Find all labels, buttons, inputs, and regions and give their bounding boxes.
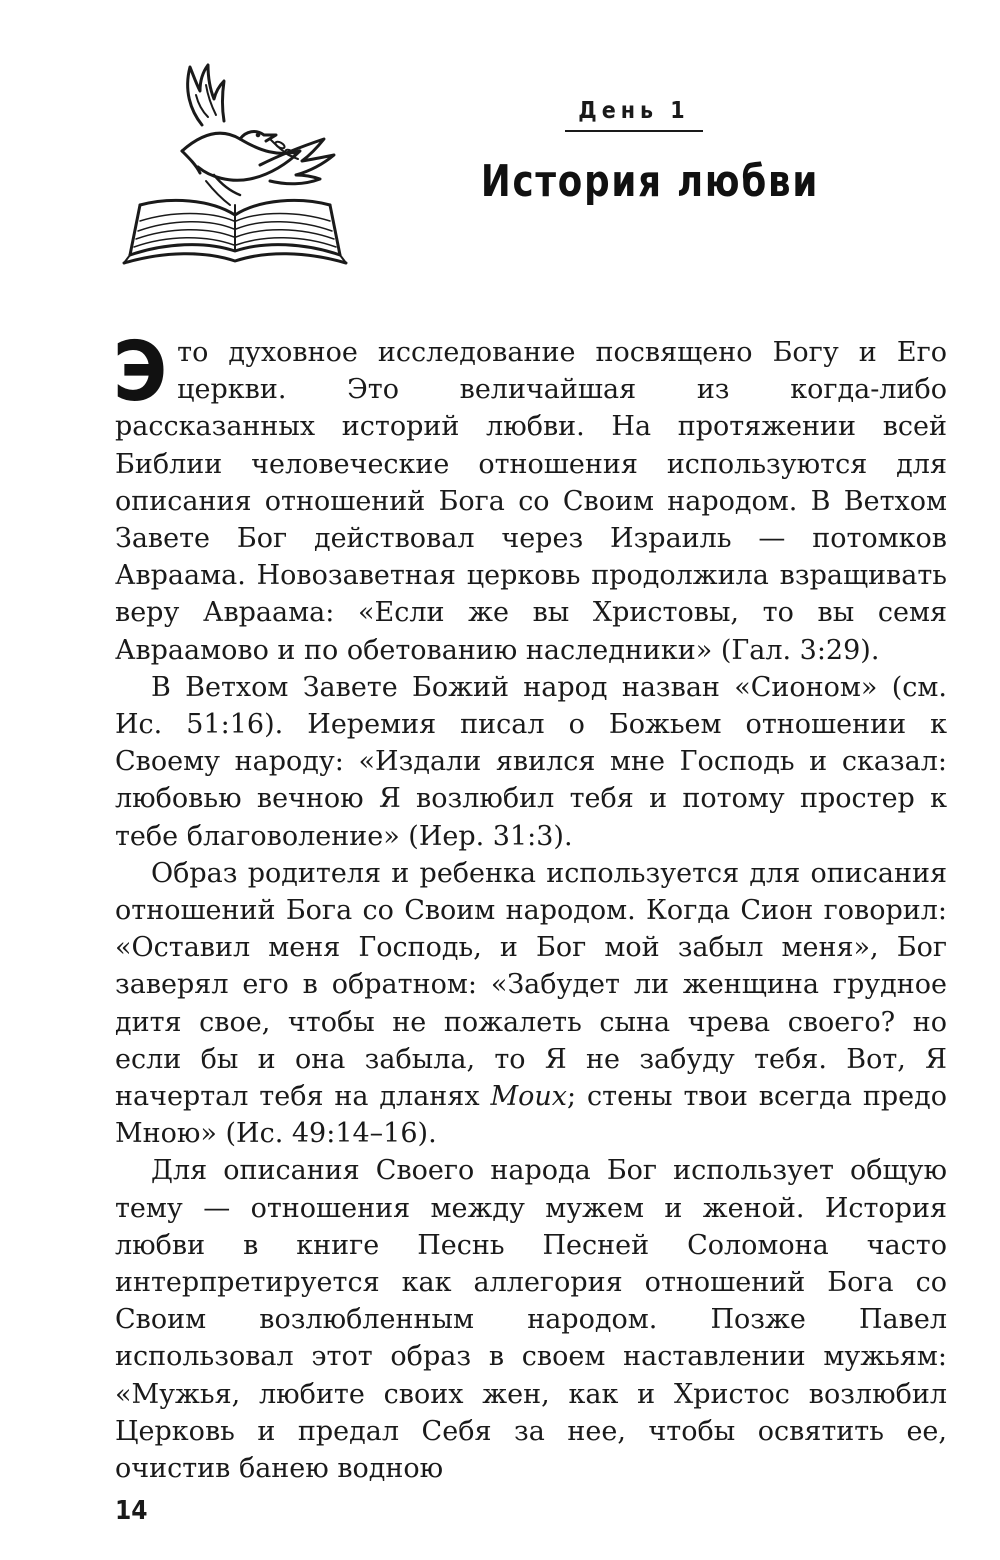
paragraph-3-text-b: ; стены твои всегда предо Мною» (Ис. 49:14–16). xyxy=(115,1081,947,1150)
chapter-title: История любви xyxy=(480,156,820,207)
dove-over-open-book-icon xyxy=(110,55,360,275)
paragraph-1 xyxy=(113,325,947,669)
paragraph-3-italic: Моих xyxy=(490,1081,568,1113)
paragraph-3-text-a: Образ родителя и ребенка используется для описания отношений Бога со Своим народом. Когда Сион говорил: «Оставил меня Господь, и Бог мой забыл меня», Бог заверял его в обратном: «Забудет ли женщина грудное дитя свое, чтобы не пожалеть сына чрева своего? но если бы и она забыла, то Я не забуду тебя. Вот, Я начертал тебя на дланях xyxy=(115,857,947,1113)
page-number: 14 xyxy=(115,1496,148,1526)
paragraph-2: В Ветхом Завете Божий народ назван «Сионом» (см. Ис. 51:16). Иеремия писал о Божьем отношении к Своему народу: «Издали явился мне Господь и сказал: любовью вечною Я возлюбил тебя и потому простер к тебе благоволение» (Иер. 31:3). xyxy=(115,671,947,852)
paragraph-3 xyxy=(115,855,947,1153)
paragraph-1-text: то духовное исследование посвящено Богу и Его церкви. Это величайшая из когда-либо рассказанных историй любви. На протяжении всей Библии человеческие отношения используются для описания отношений Бога со Своим народом. В Ветхом Завете Бог действовал через Израиль — потомков Авраама. Новозаветная церковь продолжила взращивать веру Авраама: «Если же вы Христовы, то вы семя Авраамово и по обетованию наследники» (Гал. 3:29). xyxy=(115,337,947,666)
paragraph-4: Для описания Своего народа Бог использует общую тему — отношения между мужем и женой. История любви в книге Песнь Песней Соломона часто интерпретируется как аллегория отношений Бога со Своим возлюбленным народом. Позже Павел использовал этот образ в своем наставлении мужьям: «Мужья, любите своих жен, как и Христос возлюбил Церковь и предал Себя за нее, чтобы освятить ее, очистив банею водною xyxy=(115,1155,947,1485)
body-text xyxy=(113,325,947,1487)
day-label: День 1 xyxy=(565,98,703,132)
drop-cap: Э xyxy=(113,325,168,420)
